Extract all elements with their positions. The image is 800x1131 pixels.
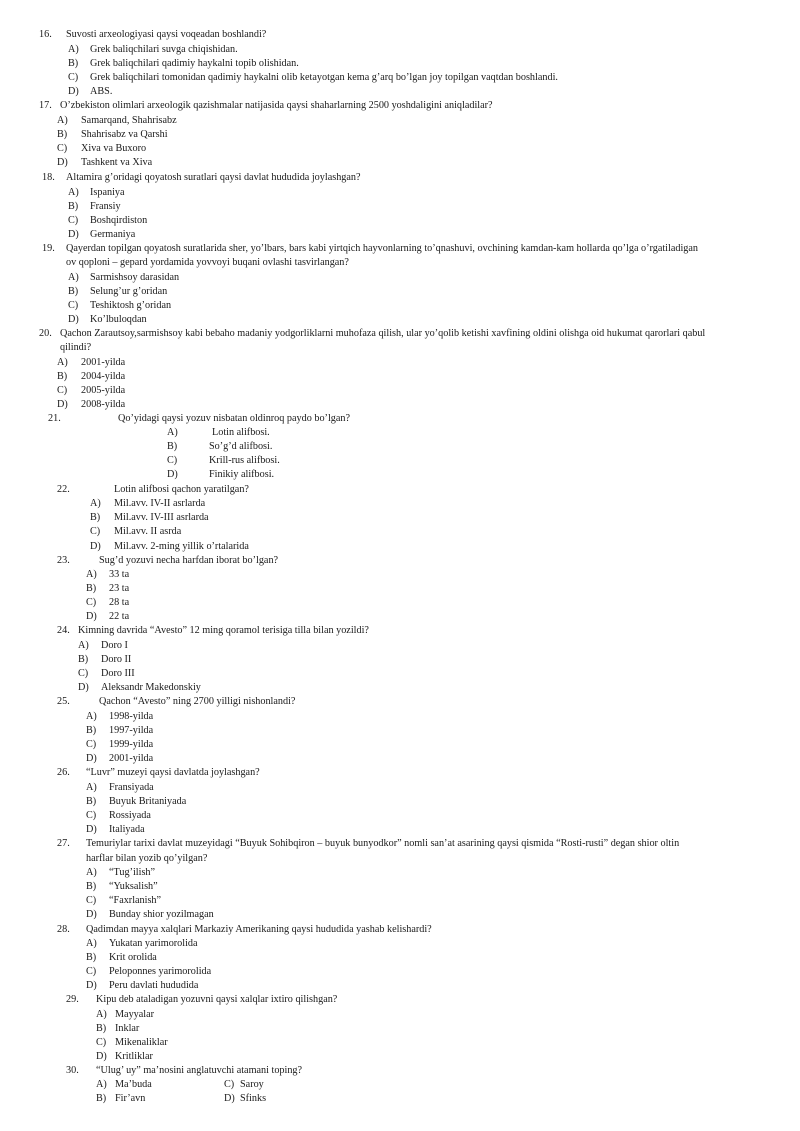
option-text: 28 ta — [109, 597, 130, 608]
question-number: 17. — [39, 100, 52, 111]
question-text: O’zbekiston olimlari arxeologik qazishmalar natijasida qaysi shaharlarning 2500 yoshdaligini aniqladilar? — [60, 100, 493, 111]
option-letter: A) — [68, 187, 79, 198]
option-letter: A) — [86, 711, 97, 722]
option-letter: D) — [57, 157, 68, 168]
question-text: Qadimdan mayya xalqlari Markaziy Amerikaning qaysi hududida yashab kelishardi? — [86, 924, 432, 935]
option-text: 23 ta — [109, 583, 130, 594]
option-text: Ma’buda — [115, 1079, 152, 1090]
question-number: 26. — [57, 767, 70, 778]
question-text: Kimning davrida “Avesto” 12 ming qoramol terisiga tilla bilan yozildi? — [78, 625, 369, 636]
option-letter: D) — [96, 1051, 107, 1062]
option-letter: A) — [96, 1009, 107, 1020]
option-text: So’g’d alifbosi. — [209, 441, 273, 452]
option-text: Krill-rus alifbosi. — [209, 455, 280, 466]
option-letter: C) — [167, 455, 178, 466]
option-text: Shahrisabz va Qarshi — [81, 129, 168, 140]
option-letter: D) — [68, 86, 79, 97]
option-letter: B) — [90, 512, 101, 523]
option-letter: B) — [57, 371, 68, 382]
question-number: 30. — [66, 1065, 79, 1076]
question-text: Temuriylar tarixi davlat muzeyidagi “Buyuk Sohibqiron – buyuk bunyodkor” nomli san’at asarining qaysi qismida “Rosti-rusti” degan shior oltin — [86, 838, 680, 849]
question-text: Qachon “Avesto” ning 2700 yilligi nishonlandi? — [99, 696, 296, 707]
option-letter: C) — [224, 1079, 235, 1090]
option-letter: C) — [96, 1037, 107, 1048]
option-text: Fransiyada — [109, 782, 154, 793]
option-text: Rossiyada — [109, 810, 151, 821]
option-letter: D) — [86, 611, 97, 622]
option-text: Doro I — [101, 640, 128, 651]
question-text: Sug’d yozuvi necha harfdan iborat bo’lgan? — [99, 555, 279, 566]
question-text: Lotin alifbosi qachon yaratilgan? — [114, 484, 249, 495]
option-letter: D) — [86, 824, 97, 835]
option-text: 1999-yilda — [109, 739, 154, 750]
option-letter: C) — [86, 597, 97, 608]
option-text: Italiyada — [109, 824, 145, 835]
option-text: 2004-yilda — [81, 371, 126, 382]
option-letter: D) — [78, 682, 89, 693]
option-letter: B) — [86, 583, 97, 594]
option-text: 2001-yilda — [109, 753, 154, 764]
option-letter: B) — [68, 201, 79, 212]
option-text: Krit orolida — [109, 952, 157, 963]
question-text: “Luvr” muzeyi qaysi davlatda joylashgan? — [86, 767, 260, 778]
question-number: 16. — [39, 29, 52, 40]
option-letter: B) — [167, 441, 178, 452]
option-letter: C) — [86, 895, 97, 906]
option-letter: B) — [57, 129, 68, 140]
option-text: Grek baliqchilari suvga chiqishidan. — [90, 44, 238, 55]
option-text: ABS. — [90, 86, 113, 97]
option-text: 2001-yilda — [81, 357, 126, 368]
option-text: Doro III — [101, 668, 135, 679]
option-letter: B) — [68, 286, 79, 297]
option-letter: C) — [86, 966, 97, 977]
question-text-continued: harflar bilan yozib qo’yilgan? — [86, 853, 208, 864]
question-text: Suvosti arxeologiyasi qaysi voqeadan boshlandi? — [66, 29, 267, 40]
option-text: Sfinks — [240, 1093, 267, 1104]
option-text: Mil.avv. IV-III asrlarda — [114, 512, 209, 523]
option-letter: C) — [57, 143, 68, 154]
question-number: 25. — [57, 696, 70, 707]
option-letter: D) — [167, 469, 178, 480]
option-letter: B) — [86, 952, 97, 963]
option-letter: C) — [78, 668, 89, 679]
option-letter: D) — [57, 399, 68, 410]
option-text: Teshiktosh g’oridan — [90, 300, 172, 311]
option-letter: A) — [86, 938, 97, 949]
option-text: Bunday shior yozilmagan — [109, 909, 214, 920]
option-text: Ispaniya — [90, 187, 125, 198]
option-text: Germaniya — [90, 229, 136, 240]
question-number: 18. — [42, 172, 55, 183]
question-text: “Ulug’ uy” ma’nosini anglatuvchi atamani toping? — [96, 1065, 303, 1076]
option-letter: D) — [224, 1093, 235, 1104]
option-letter: C) — [86, 739, 97, 750]
question-number: 19. — [42, 243, 55, 254]
option-letter: A) — [86, 782, 97, 793]
option-text: Sarmishsoy darasidan — [90, 272, 180, 283]
option-text: Xiva va Buxoro — [81, 143, 147, 154]
option-text: 1998-yilda — [109, 711, 154, 722]
option-text: Tashkent va Xiva — [81, 157, 153, 168]
option-letter: C) — [90, 526, 101, 537]
question-number: 24. — [57, 625, 70, 636]
option-letter: C) — [57, 385, 68, 396]
question-number: 23. — [57, 555, 70, 566]
question-text: Altamira g’oridagi qoyatosh suratlari qaysi davlat hududida joylashgan? — [66, 172, 361, 183]
option-text: Buyuk Britaniyada — [109, 796, 187, 807]
option-letter: C) — [86, 810, 97, 821]
option-letter: A) — [57, 357, 68, 368]
option-text: Saroy — [240, 1079, 264, 1090]
option-letter: A) — [86, 867, 97, 878]
option-text: Finikiy alifbosi. — [209, 469, 275, 480]
option-letter: A) — [167, 427, 178, 438]
option-letter: A) — [86, 569, 97, 580]
option-letter: D) — [86, 753, 97, 764]
option-text: Grek baliqchilari tomonidan qadimiy haykalni olib ketayotgan kema g’arq bo’lgan joy topilgan vaqtdan boshlandi. — [90, 72, 558, 83]
question-number: 20. — [39, 328, 52, 339]
question-text-continued: ov qoploni – gepard yordamida yovvoyi buqani ovlashi tasvirlangan? — [66, 257, 349, 268]
question-number: 21. — [48, 413, 61, 424]
option-letter: C) — [68, 215, 79, 226]
option-letter: B) — [86, 796, 97, 807]
option-letter: A) — [90, 498, 101, 509]
option-text: Mil.avv. IV-II asrlarda — [114, 498, 206, 509]
option-text: Mil.avv. 2-ming yillik o’rtalarida — [114, 541, 249, 552]
option-text: Mikenaliklar — [115, 1037, 168, 1048]
option-text: Mayyalar — [115, 1009, 155, 1020]
option-letter: A) — [68, 272, 79, 283]
question-text: Qayerdan topilgan qoyatosh suratlarida sher, yo’lbars, bars kabi yirtqich hayvonlarning to’qnashuvi, ovchining kamdan-kam hollarda qo’lga o’rgatiladigan — [66, 243, 698, 254]
option-text: Kritliklar — [115, 1051, 153, 1062]
question-number: 27. — [57, 838, 70, 849]
option-text: Selung’ur g’oridan — [90, 286, 168, 297]
option-letter: D) — [68, 314, 79, 325]
option-letter: D) — [86, 980, 97, 991]
question-text: Qachon Zarautsoy,sarmishsoy kabi bebaho madaniy yodgorliklarni muhofaza qilish, ular yo’qolib ketishi xavfining oldini olishga oid hukumat qarorlari qabul — [60, 328, 706, 339]
option-letter: B) — [96, 1093, 107, 1104]
option-letter: D) — [68, 229, 79, 240]
question-number: 28. — [57, 924, 70, 935]
option-text: Yukatan yarimorolida — [109, 938, 198, 949]
option-text: 2008-yilda — [81, 399, 126, 410]
option-letter: B) — [86, 725, 97, 736]
option-text: Doro II — [101, 654, 132, 665]
option-text: Mil.avv. II asrda — [114, 526, 182, 537]
question-text: Kipu deb ataladigan yozuvni qaysi xalqlar ixtiro qilishgan? — [96, 994, 338, 1005]
option-text: Ko’lbuloqdan — [90, 314, 147, 325]
option-letter: A) — [57, 115, 68, 126]
option-letter: C) — [68, 72, 79, 83]
option-text: Fransiy — [90, 201, 121, 212]
question-number: 22. — [57, 484, 70, 495]
option-letter: D) — [86, 909, 97, 920]
question-number: 29. — [66, 994, 79, 1005]
option-letter: A) — [78, 640, 89, 651]
question-text: Qo’yidagi qaysi yozuv nisbatan oldinroq paydo bo’lgan? — [118, 413, 350, 424]
option-letter: B) — [86, 881, 97, 892]
option-text: 22 ta — [109, 611, 130, 622]
option-letter: A) — [68, 44, 79, 55]
option-text: 1997-yilda — [109, 725, 154, 736]
option-text: Peloponnes yarimorolida — [109, 966, 212, 977]
option-text: Inklar — [115, 1023, 140, 1034]
option-letter: B) — [78, 654, 89, 665]
option-text: 2005-yilda — [81, 385, 126, 396]
question-text-continued: qilindi? — [60, 342, 92, 353]
option-text: Samarqand, Shahrisabz — [81, 115, 177, 126]
option-text: Fir’avn — [115, 1093, 146, 1104]
option-text: Peru davlati hududida — [109, 980, 199, 991]
option-text: Boshqirdiston — [90, 215, 148, 226]
option-text: “Yuksalish” — [109, 881, 158, 892]
option-text: “Faxrlanish” — [109, 895, 162, 906]
option-letter: D) — [90, 541, 101, 552]
option-text: Lotin alifbosi. — [212, 427, 270, 438]
option-text: Grek baliqchilari qadimiy haykalni topib olishidan. — [90, 58, 299, 69]
option-letter: B) — [96, 1023, 107, 1034]
option-text: “Tug’ilish” — [109, 867, 156, 878]
option-text: 33 ta — [109, 569, 130, 580]
option-letter: A) — [96, 1079, 107, 1090]
option-text: Aleksandr Makedonskiy — [101, 682, 201, 693]
option-letter: B) — [68, 58, 79, 69]
option-letter: C) — [68, 300, 79, 311]
